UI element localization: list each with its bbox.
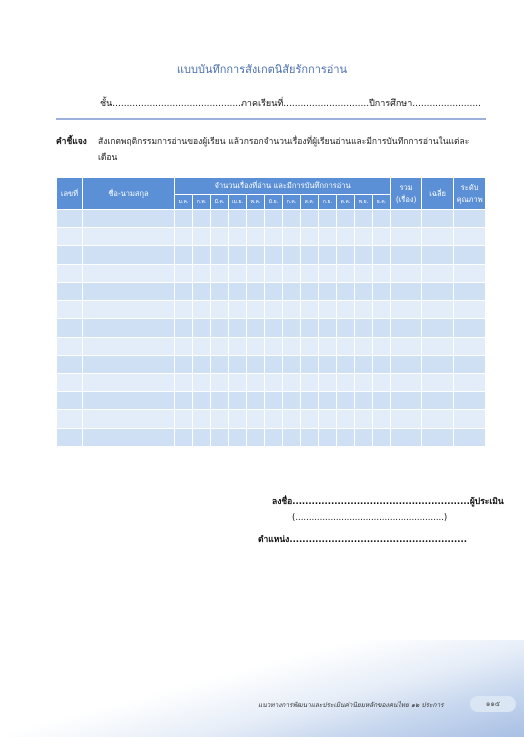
table-cell <box>301 264 319 282</box>
table-cell <box>211 210 229 228</box>
page-title: แบบบันทึกการสังเกตนิสัยรักการอ่าน <box>176 63 348 76</box>
table-row <box>57 410 486 428</box>
table-cell <box>355 373 373 391</box>
table-cell <box>211 264 229 282</box>
table-cell <box>301 392 319 410</box>
table-cell <box>247 228 265 246</box>
table-cell <box>337 355 355 373</box>
table-cell <box>193 428 211 446</box>
table-cell <box>83 410 175 428</box>
table-cell <box>454 428 486 446</box>
table-cell <box>391 246 422 264</box>
table-cell <box>373 301 391 319</box>
table-cell <box>175 301 193 319</box>
table-cell <box>355 355 373 373</box>
table-cell <box>422 301 454 319</box>
table-cell <box>211 355 229 373</box>
table-cell <box>337 264 355 282</box>
table-cell <box>57 246 83 264</box>
table-cell <box>211 410 229 428</box>
table-cell <box>337 282 355 300</box>
signature-name-line: (.......................................................) <box>292 513 448 523</box>
table-cell <box>373 392 391 410</box>
header-month: ต.ค. <box>337 195 355 210</box>
table-cell <box>319 355 337 373</box>
header-level-label-2: คุณภาพ <box>456 194 483 204</box>
table-cell <box>57 282 83 300</box>
table-cell <box>175 228 193 246</box>
table-cell <box>265 246 283 264</box>
table-cell <box>454 319 486 337</box>
table-cell <box>422 210 454 228</box>
table-cell <box>301 282 319 300</box>
table-cell <box>319 301 337 319</box>
table-cell <box>193 392 211 410</box>
instruction-text: สังเกตพฤติกรรมการอ่านของผู้เรียน แล้วกรอกจำนวนเรื่องที่ผู้เรียนอ่านและมีการบันทึกการอ่านในแต่ละเดือน <box>98 137 470 163</box>
table-cell <box>229 319 247 337</box>
table-cell <box>355 410 373 428</box>
table-row <box>57 282 486 300</box>
table-row <box>57 428 486 446</box>
table-cell <box>193 319 211 337</box>
table-cell <box>247 301 265 319</box>
table-cell <box>301 246 319 264</box>
table-cell <box>355 246 373 264</box>
table-cell <box>83 337 175 355</box>
table-cell <box>283 264 301 282</box>
table-cell <box>283 392 301 410</box>
table-cell <box>247 282 265 300</box>
table-cell <box>265 301 283 319</box>
table-cell <box>57 428 83 446</box>
table-cell <box>193 282 211 300</box>
header-month: มี.ค. <box>211 195 229 210</box>
header-month: เม.ย. <box>229 195 247 210</box>
table-cell <box>454 410 486 428</box>
table-cell <box>265 337 283 355</box>
table-cell <box>319 264 337 282</box>
table-cell <box>57 392 83 410</box>
table-cell <box>373 282 391 300</box>
table-row <box>57 373 486 391</box>
table-cell <box>229 301 247 319</box>
table-cell <box>211 428 229 446</box>
table-cell <box>373 355 391 373</box>
header-month: ส.ค. <box>301 195 319 210</box>
table-cell <box>57 355 83 373</box>
table-cell <box>319 410 337 428</box>
table-cell <box>337 428 355 446</box>
table-cell <box>265 210 283 228</box>
table-cell <box>373 373 391 391</box>
table-cell <box>83 428 175 446</box>
table-cell <box>83 301 175 319</box>
divider-rule <box>56 118 486 120</box>
table-cell <box>83 282 175 300</box>
table-cell <box>265 282 283 300</box>
table-cell <box>319 282 337 300</box>
table-cell <box>391 392 422 410</box>
table-cell <box>211 301 229 319</box>
table-cell <box>57 210 83 228</box>
table-cell <box>83 228 175 246</box>
table-cell <box>454 373 486 391</box>
table-cell <box>301 319 319 337</box>
table-row <box>57 319 486 337</box>
table-cell <box>57 264 83 282</box>
table-cell <box>57 319 83 337</box>
table-cell <box>422 228 454 246</box>
table-cell <box>391 210 422 228</box>
table-cell <box>283 355 301 373</box>
table-cell <box>319 392 337 410</box>
table-cell <box>175 428 193 446</box>
table-cell <box>211 282 229 300</box>
table-cell <box>175 264 193 282</box>
table-cell <box>391 264 422 282</box>
table-cell <box>454 355 486 373</box>
table-cell <box>319 373 337 391</box>
table-cell <box>283 337 301 355</box>
table-cell <box>355 228 373 246</box>
table-cell <box>391 355 422 373</box>
table-cell <box>175 210 193 228</box>
header-month: ม.ค. <box>175 195 193 210</box>
table-cell <box>83 319 175 337</box>
table-cell <box>337 373 355 391</box>
table-cell <box>265 319 283 337</box>
table-cell <box>391 319 422 337</box>
table-cell <box>229 355 247 373</box>
header-month: พ.ย. <box>355 195 373 210</box>
table-cell <box>283 410 301 428</box>
table-cell <box>454 228 486 246</box>
table-cell <box>391 301 422 319</box>
table-cell <box>337 337 355 355</box>
table-cell <box>319 319 337 337</box>
table-cell <box>265 410 283 428</box>
table-cell <box>355 337 373 355</box>
table-cell <box>247 319 265 337</box>
table-body <box>57 210 486 447</box>
table-cell <box>211 337 229 355</box>
table-cell <box>57 228 83 246</box>
table-cell <box>391 282 422 300</box>
table-cell <box>454 264 486 282</box>
table-cell <box>391 428 422 446</box>
table-cell <box>373 337 391 355</box>
table-cell <box>57 337 83 355</box>
header-name: ชื่อ-นามสกุล <box>83 178 175 210</box>
table-cell <box>211 228 229 246</box>
table-cell <box>247 337 265 355</box>
table-cell <box>283 319 301 337</box>
table-cell <box>211 392 229 410</box>
table-cell <box>229 228 247 246</box>
table-cell <box>83 373 175 391</box>
table-cell <box>247 392 265 410</box>
table-cell <box>454 246 486 264</box>
table-row <box>57 246 486 264</box>
table-cell <box>337 301 355 319</box>
table-cell <box>373 410 391 428</box>
table-cell <box>337 410 355 428</box>
table-cell <box>355 210 373 228</box>
table-cell <box>391 410 422 428</box>
table-cell <box>422 246 454 264</box>
table-cell <box>211 319 229 337</box>
table-cell <box>373 246 391 264</box>
header-level-label-1: ระดับ <box>460 182 479 192</box>
table-cell <box>337 392 355 410</box>
table-cell <box>83 210 175 228</box>
table-cell <box>373 319 391 337</box>
table-cell <box>301 337 319 355</box>
table-cell <box>422 319 454 337</box>
table-cell <box>57 301 83 319</box>
table-cell <box>229 246 247 264</box>
table-row <box>57 337 486 355</box>
table-cell <box>229 282 247 300</box>
table-cell <box>319 337 337 355</box>
table-cell <box>391 228 422 246</box>
header-month: ธ.ค. <box>373 195 391 210</box>
table-cell <box>283 428 301 446</box>
table-row <box>57 301 486 319</box>
table-cell <box>422 337 454 355</box>
table-cell <box>175 410 193 428</box>
table-row <box>57 355 486 373</box>
table-cell <box>422 410 454 428</box>
table-cell <box>265 228 283 246</box>
table-cell <box>247 428 265 446</box>
header-total <box>391 178 422 210</box>
table-cell <box>229 210 247 228</box>
page-number: ๑๑๕ <box>470 696 516 712</box>
table-cell <box>454 210 486 228</box>
table-cell <box>193 355 211 373</box>
table-cell <box>283 301 301 319</box>
header-total-label: รวม <box>399 182 413 192</box>
table-cell <box>193 210 211 228</box>
table-cell <box>454 301 486 319</box>
table-row <box>57 264 486 282</box>
header-month: ก.พ. <box>193 195 211 210</box>
table-cell <box>454 337 486 355</box>
table-cell <box>247 264 265 282</box>
table-cell <box>175 373 193 391</box>
header-number: เลขที่ <box>57 178 83 210</box>
table-cell <box>247 410 265 428</box>
table-cell <box>247 246 265 264</box>
table-cell <box>355 319 373 337</box>
table-cell <box>265 428 283 446</box>
table-cell <box>175 282 193 300</box>
table-cell <box>422 264 454 282</box>
signature-line: ลงชื่อ.......................................................ผู้ประเมิน <box>272 497 504 507</box>
table-cell <box>283 228 301 246</box>
table-cell <box>373 264 391 282</box>
table-cell <box>265 392 283 410</box>
table-cell <box>422 355 454 373</box>
table-cell <box>283 373 301 391</box>
table-cell <box>373 428 391 446</box>
table-cell <box>391 337 422 355</box>
header-month: ก.ค. <box>283 195 301 210</box>
table-cell <box>355 264 373 282</box>
table-cell <box>319 428 337 446</box>
header-total-unit: (เรื่อง) <box>395 194 417 204</box>
table-cell <box>283 246 301 264</box>
table-cell <box>175 246 193 264</box>
table-cell <box>229 373 247 391</box>
table-cell <box>422 392 454 410</box>
table-cell <box>454 392 486 410</box>
table-cell <box>422 282 454 300</box>
table-cell <box>193 373 211 391</box>
table-cell <box>247 210 265 228</box>
table-cell <box>355 282 373 300</box>
table-cell <box>337 319 355 337</box>
header-average: เฉลี่ย <box>422 178 454 210</box>
table-cell <box>193 301 211 319</box>
table-cell <box>193 228 211 246</box>
table-cell <box>355 392 373 410</box>
table-cell <box>319 228 337 246</box>
instruction-label: คำชี้แจง <box>56 137 87 147</box>
header-month: ก.ย. <box>319 195 337 210</box>
table-cell <box>301 410 319 428</box>
table-cell <box>175 319 193 337</box>
table-cell <box>193 337 211 355</box>
footer-decoration <box>0 640 524 737</box>
table-cell <box>229 337 247 355</box>
table-cell <box>301 210 319 228</box>
table-cell <box>175 392 193 410</box>
table-cell <box>247 355 265 373</box>
table-cell <box>57 410 83 428</box>
table-cell <box>83 246 175 264</box>
table-cell <box>301 373 319 391</box>
header-month: มิ.ย. <box>265 195 283 210</box>
table-cell <box>229 392 247 410</box>
table-cell <box>355 301 373 319</box>
table-cell <box>229 264 247 282</box>
table-cell <box>422 428 454 446</box>
table-cell <box>57 373 83 391</box>
table-row <box>57 228 486 246</box>
table-cell <box>83 355 175 373</box>
table-cell <box>229 410 247 428</box>
table-cell <box>283 210 301 228</box>
table-cell <box>193 410 211 428</box>
table-cell <box>355 428 373 446</box>
position-line: ตำแหน่ง....................................................... <box>258 535 467 545</box>
table-cell <box>454 282 486 300</box>
table-cell <box>83 392 175 410</box>
table-cell <box>337 210 355 228</box>
table-cell <box>247 373 265 391</box>
table-cell <box>391 373 422 391</box>
table-cell <box>265 264 283 282</box>
table-cell <box>211 246 229 264</box>
table-cell <box>337 228 355 246</box>
class-term-year-line: ชั้น.............................................ภาคเรียนที่..............................ปีการศึกษา........................ <box>100 99 481 109</box>
table-row <box>57 210 486 228</box>
header-month: พ.ค. <box>247 195 265 210</box>
table-cell <box>373 228 391 246</box>
table-cell <box>301 428 319 446</box>
table-cell <box>265 373 283 391</box>
footer-text: แนวทางการพัฒนาและประเมินค่านิยมหลักของคนไทย ๑๒ ประการ <box>258 701 444 709</box>
table-cell <box>265 355 283 373</box>
table-cell <box>83 264 175 282</box>
table-cell <box>319 210 337 228</box>
table-cell <box>319 246 337 264</box>
table-cell <box>301 301 319 319</box>
table-cell <box>373 210 391 228</box>
table-cell <box>422 373 454 391</box>
table-row <box>57 392 486 410</box>
table-cell <box>283 282 301 300</box>
table-cell <box>175 337 193 355</box>
table-cell <box>193 246 211 264</box>
header-reading-count-group: จำนวนเรื่องที่อ่าน และมีการบันทึกการอ่าน <box>175 178 391 195</box>
table-cell <box>175 355 193 373</box>
table-cell <box>301 355 319 373</box>
table-cell <box>193 264 211 282</box>
reading-record-table <box>56 177 486 447</box>
table-cell <box>229 428 247 446</box>
table-cell <box>337 246 355 264</box>
table-cell <box>211 373 229 391</box>
header-quality-level <box>454 178 486 210</box>
table-cell <box>301 228 319 246</box>
